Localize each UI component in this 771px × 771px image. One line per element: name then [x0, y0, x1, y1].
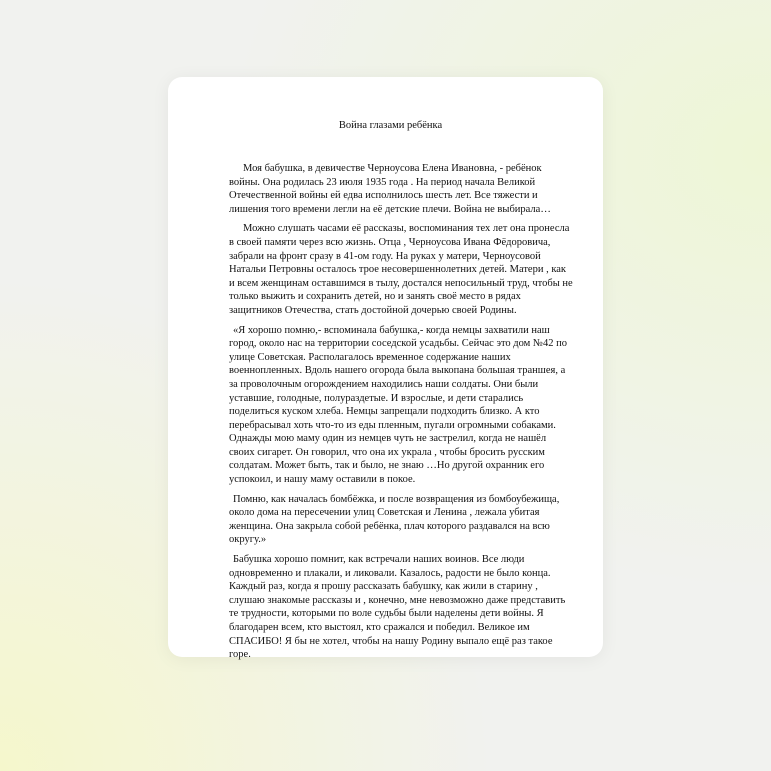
paragraph-1: Моя бабушка, в девичестве Черноусова Елена Ивановна, - ребёнок войны. Она родилась 23 июля 1935 года . На период начала Великой Отечественной войны ей едва исполнилось шесть лет. Все тяжести и лишения того времени легли на её детские плечи. Война не выбирала… [229, 163, 551, 215]
document-title: Война глазами ребёнка [338, 120, 443, 131]
document-page [168, 77, 603, 661]
paragraph-2: Можно слушать часами её рассказы, воспоминания тех лет она пронесла в своей памяти через всю жизнь. Отца , Черноусова Ивана Фёдоровича, забрали на фронт сразу в 41-ом году. На руках у матери, Черноусовой Натальи Петровны осталось трое несовершеннолетних детей. Матери , как и всем женщинам оставшимся в тылу, достался непосильный труд, чтобы не только выжить и сохранить детей, но и занять своё место в рядах защитников Отечества, стать достойной дочерью своей Родины. [229, 223, 573, 316]
paragraph-3: «Я хорошо помню,- вспоминала бабушка,- когда немцы захватили наш город, около нас на территории соседской усадьбы. Сейчас это дом №42 по улице Советская. Располагалось временное содержание наших военнопленных. Вдоль нашего огорода была выкопана большая траншея, а за проволочным огорождением находились наши солдаты. Они были уставшие, голодные, полураздетые. И взрослые, и дети старались поделиться куском хлеба. Немцы запрещали подходить близко. А кто перебрасывал хоть что-то из еды пленным, пугали огромными собаками. Однажды мою маму один из немцев чуть не застрелил, когда не нашёл своих сигарет. Он говорил, что она их украла , чтобы бросить русским солдатам. Может быть, так и было, не знаю …Но другой охранник его успокоил, и нашу маму оставили в покое. [229, 324, 567, 486]
paragraph-4: Помню, как началась бомбёжка, и после возвращения из бомбоубежища, около дома на пересечении улиц Советская и Ленина , лежала убитая женщина. Она закрыла собой ребёнка, плач которого раздавался на всю округу.» [229, 493, 560, 546]
paragraph-5: Бабушка хорошо помнит, как встречали наших воинов. Все люди одновременно и плакали, и ликовали. Казалось, радости не было конца. Каждый раз, когда я прошу рассказать бабушку, как жили в старину , слушаю знакомые рассказы и , конечно, мне невозможно даже представить те трудности, которыми по воле судьбы были наделены дети войны. Я благодарен всем, кто выстоял, кто сражался и победил. Великое им СПАСИБО! Я бы не хотел, чтобы на нашу Родину выпало ещё раз такое горе. [229, 554, 566, 661]
